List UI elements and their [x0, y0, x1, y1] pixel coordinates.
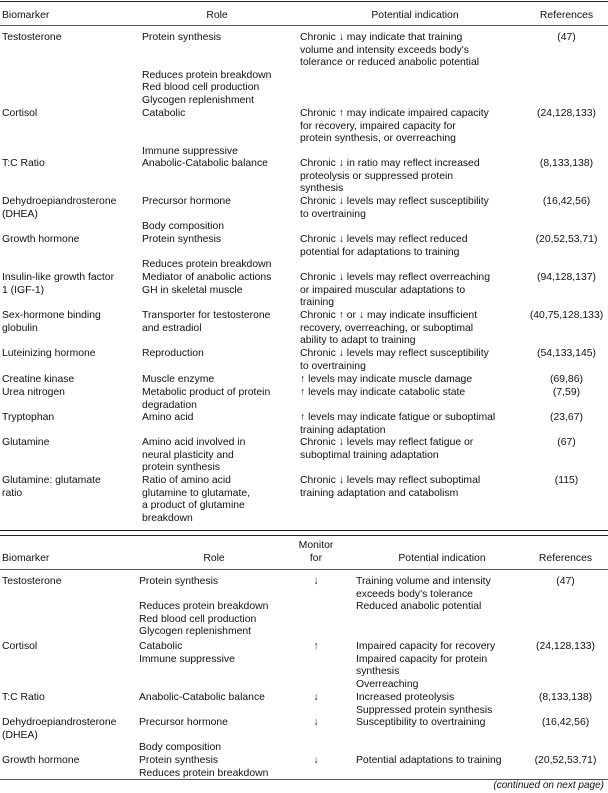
table1-row-role-line: Amino acid [142, 412, 194, 423]
table2-header-monitor-line: for [309, 552, 323, 564]
table1-row-biomarker-line: Glutamine: glutamate [2, 475, 101, 486]
table1-row-biomarker [2, 108, 136, 121]
table2-row-indication-line: Potential adaptations to training [356, 755, 502, 766]
table2-row-indication-line: Increased proteolysis [356, 692, 455, 703]
table1-row-biomarker-line: Insulin-like growth factor [2, 272, 115, 283]
table1-row-role-line: Reproduction [142, 348, 204, 359]
table1-row-indication-line: proteolysis or suppressed protein [300, 170, 454, 182]
table1-row-biomarker-line: (DHEA) [2, 208, 38, 220]
table1-row-references [525, 158, 608, 171]
table1-row-indication-line: protein synthesis, or overreaching [300, 133, 456, 145]
table1-row-role [142, 272, 292, 297]
table2-row-role-line: Anabolic-Catabolic balance [139, 692, 265, 703]
table1-row-role-line: Red blood cell production [142, 82, 260, 94]
table1-row-indication [300, 272, 530, 310]
table2-header-biomarker: Biomarker [2, 553, 50, 564]
table1-bottom-rule [0, 530, 608, 531]
table2-row-role-line: Protein synthesis [139, 576, 219, 587]
table1-row-references-line: (115) [554, 475, 579, 486]
table1-row-role-line: Metabolic product of protein [142, 387, 271, 398]
table1-row-indication-line: ↑ levels may indicate catabolic state [300, 387, 466, 398]
table1-row-biomarker-line: Testosterone [2, 32, 62, 43]
table1-row-indication-line: or impaired muscular adaptations to [300, 284, 466, 296]
table2-row-biomarker-line: Dehydroepiandrosterone [2, 717, 117, 728]
table1-row-biomarker [2, 348, 136, 361]
table2-row-indication-line: Suppressed protein synthesis [356, 704, 493, 716]
table2-row-role-line [139, 730, 289, 743]
table1-row-role-line: Transporter for testosterone [142, 310, 271, 321]
table1-row-references [525, 387, 608, 400]
table2-row-monitor-line: ↓ [313, 755, 319, 766]
table1-row-references [525, 475, 608, 488]
table2-row-biomarker-line: T:C Ratio [2, 692, 45, 703]
table1-row-references-line: (94,128,137) [537, 272, 596, 283]
table2-row-references-line: (8,133,138) [538, 692, 593, 703]
table1-header-indication: Potential indication [371, 10, 459, 21]
table1-row-role-line: a product of glutamine [142, 500, 245, 512]
table2-row-biomarker [2, 755, 136, 768]
table1-row-biomarker-line: Growth hormone [2, 234, 80, 245]
table2-row-role-line: Precursor hormone [139, 717, 228, 728]
table1-row-indication-line: training [300, 297, 335, 309]
table1-row-role-line: Anabolic-Catabolic balance [142, 158, 268, 169]
table1-row-indication-line: tolerance or reduced anabolic potential [300, 57, 480, 69]
table1-header-role: Role [206, 10, 228, 21]
table1-row-role-line: Amino acid involved in [142, 437, 246, 448]
table1-row-role [142, 196, 292, 234]
table1-row-biomarker-line: ratio [2, 487, 23, 499]
table2-row-indication-line: Susceptibility to overtraining [356, 717, 486, 728]
table2-row-references [523, 641, 608, 654]
table1-row-references-line: (8,133,138) [539, 158, 594, 169]
table1-header-references: References [539, 10, 594, 21]
table1-row-references [525, 108, 608, 121]
table2-row-indication [356, 576, 528, 614]
table1-row-biomarker [2, 196, 136, 221]
table1-row-references-line: (7,59) [552, 387, 581, 398]
table1-row-references-line: (16,42,56) [542, 196, 591, 207]
table1-row-role-line: Catabolic [142, 108, 186, 119]
table2-row-references-line: (20,52,53,71) [534, 755, 597, 766]
table2-row-role [139, 717, 289, 755]
table2-row-indication-line: Impaired capacity for protein [356, 653, 488, 665]
table1-row-role-line: and estradiol [142, 322, 202, 334]
table1-row-indication-line: Chronic ↓ may indicate that training [300, 32, 463, 43]
table2-row-monitor [296, 692, 336, 705]
table1-row-references [525, 196, 608, 209]
table2-header-monitor-line: Monitor [298, 540, 334, 551]
table2-row-indication [356, 641, 528, 691]
table2-row-biomarker [2, 576, 136, 589]
table1-row-indication-line: Chronic ↓ levels may reflect susceptibility [300, 196, 489, 207]
table2-row-role [139, 692, 289, 705]
table1-row-biomarker [2, 374, 136, 387]
table1-row-references [525, 234, 608, 247]
table1-row-references-line: (69,86) [550, 374, 583, 385]
table1-row-indication-line: Chronic ↓ in ratio may reflect increased [300, 158, 480, 169]
table1-row-role [142, 348, 292, 361]
table1-row-references-line: (23,67) [550, 412, 583, 423]
table2-header-rule [0, 569, 608, 570]
table2-row-biomarker [2, 717, 136, 742]
table1-row-role [142, 437, 292, 475]
table1-row-indication-line: to overtraining [300, 360, 366, 372]
table1-row-biomarker-line: Urea nitrogen [2, 387, 65, 398]
table1-row-role-line: Ratio of amino acid [142, 475, 231, 486]
table1-row-role-line: protein synthesis [142, 462, 220, 474]
table1-row-references [525, 412, 608, 425]
table1-row-biomarker-line: Cortisol [2, 108, 38, 119]
table2-top-rule [0, 535, 608, 536]
table1-row-indication-line: volume and intensity exceeds body's [300, 44, 469, 56]
table1-row-role [142, 412, 292, 425]
table1-row-role [142, 387, 292, 412]
table1-row-biomarker-line: Dehydroepiandrosterone [2, 196, 117, 207]
table1-row-indication [300, 387, 530, 400]
table1-row-biomarker-line: Sex-hormone binding [2, 310, 101, 321]
table2-row-biomarker [2, 641, 136, 654]
table1-row-role-line: degradation [142, 399, 197, 411]
table2-row-references-line: (16,42,56) [541, 717, 590, 728]
table2-row-monitor [296, 717, 336, 730]
table1-row-references [525, 32, 608, 45]
continued-note: (continued on next page) [493, 780, 604, 791]
table1-row-role [142, 475, 292, 525]
table1-row-role-line [142, 45, 292, 58]
table1-row-role [142, 234, 292, 272]
table1-row-indication-line: Chronic ↑ or ↓ may indicate insufficient [300, 310, 478, 321]
table1-row-role [142, 310, 292, 335]
table1-row-indication [300, 234, 530, 259]
table1-header-rule [0, 25, 608, 26]
table1-row-indication-line: potential for adaptations to training [300, 246, 460, 258]
table1-row-role-line: Reduces protein breakdown [142, 69, 272, 81]
table1-row-biomarker [2, 437, 136, 450]
table2-row-role-line: Glycogen replenishment [139, 626, 252, 638]
table1-row-biomarker [2, 158, 136, 171]
table1-row-references-line: (40,75,128,133) [529, 310, 604, 321]
table2-row-monitor-line: ↑ [313, 641, 319, 652]
table2-row-monitor-line: ↓ [313, 717, 319, 728]
table2-row-references [523, 755, 608, 768]
table1-row-role-line [142, 209, 292, 222]
table2-row-role-line: Immune suppressive [139, 653, 235, 665]
table1-row-indication [300, 158, 530, 196]
table1-row-biomarker-line: Glutamine [2, 437, 50, 448]
table2-row-role-line: Red blood cell production [139, 613, 257, 625]
table1-row-role-line: Precursor hormone [142, 196, 231, 207]
table1-row-biomarker-line: globulin [2, 322, 38, 334]
table2-row-role-line: Reduces protein breakdown [139, 767, 269, 779]
table1-row-indication-line: Chronic ↓ levels may reflect susceptibility [300, 348, 489, 359]
table1-row-biomarker-line: Creatine kinase [2, 374, 75, 385]
table1-row-biomarker [2, 475, 136, 500]
table1-row-indication [300, 32, 530, 70]
table1-row-role-line: breakdown [142, 512, 193, 524]
table1-row-indication-line: Chronic ↓ levels may reflect overreaching [300, 272, 490, 283]
table1-row-indication-line: suboptimal training adaptation [300, 449, 439, 461]
table1-row-indication-line: ↑ levels may indicate fatigue or suboptimal [300, 412, 496, 423]
table2-row-indication [356, 717, 528, 730]
table1-row-role [142, 158, 292, 171]
table1-row-role-line: GH in skeletal muscle [142, 284, 243, 296]
table1-row-role [142, 374, 292, 387]
table1-row-references [525, 272, 608, 285]
table1-row-role-line: Immune suppressive [142, 145, 238, 157]
table1-row-indication-line: Chronic ↑ may indicate impaired capacity [300, 108, 489, 119]
table1-row-biomarker [2, 272, 136, 297]
table1-row-references-line: (24,128,133) [537, 108, 596, 119]
table2-row-role [139, 576, 289, 639]
table2-header-references: References [538, 553, 593, 564]
table1-row-biomarker-line: 1 (IGF-1) [2, 284, 45, 296]
table1-row-indication [300, 196, 530, 221]
table1-row-role-line [142, 57, 292, 70]
table1-row-biomarker [2, 387, 136, 400]
table1-row-role [142, 108, 292, 158]
table1-row-role [142, 32, 292, 108]
table1-row-biomarker-line: Luteinizing hormone [2, 348, 96, 359]
table1-row-references-line: (20,52,53,71) [535, 234, 598, 245]
table1-row-indication [300, 108, 530, 146]
table2-row-indication-line: synthesis [356, 666, 400, 678]
table1-row-indication-line: Chronic ↓ levels may reflect reduced [300, 234, 468, 245]
table2-header-role: Role [203, 553, 225, 564]
table1-row-indication-line: training adaptation [300, 424, 386, 436]
table2-row-references [523, 576, 608, 589]
table1-row-indication-line: ability to adapt to training [300, 335, 416, 347]
table1-row-role-line [142, 121, 292, 134]
table2-row-biomarker-line: Testosterone [2, 576, 62, 587]
table1-row-role-line: glutamine to glutamate, [142, 487, 251, 499]
table1-row-biomarker [2, 412, 136, 425]
table2-row-role [139, 641, 289, 666]
table1-row-indication [300, 348, 530, 373]
table2-row-monitor-line: ↓ [313, 576, 319, 587]
table1-row-indication [300, 310, 530, 348]
table2-row-indication-line: Training volume and intensity [356, 576, 491, 587]
table1-row-role-line: neural plasticity and [142, 449, 234, 461]
table1-row-biomarker-line: T:C Ratio [2, 158, 45, 169]
table1-row-references [525, 310, 608, 323]
table1-row-role-line: Protein synthesis [142, 234, 222, 245]
table1-row-indication-line: for recovery, impaired capacity for [300, 120, 456, 132]
table1-row-biomarker [2, 310, 136, 335]
table2-row-indication-line: Impaired capacity for recovery [356, 641, 496, 652]
table1-row-indication [300, 374, 530, 387]
table1-header-biomarker: Biomarker [2, 10, 50, 21]
table1-row-role-line: Muscle enzyme [142, 374, 215, 385]
table2-row-indication [356, 755, 528, 768]
table1-row-indication [300, 475, 530, 500]
table1-top-rule [0, 1, 608, 2]
table2-row-monitor [296, 576, 336, 589]
table2-row-role-line: Catabolic [139, 641, 183, 652]
table2-row-biomarker [2, 692, 136, 705]
table1-row-role-line [142, 133, 292, 146]
table2-row-indication-line: exceeds body's tolerance [356, 588, 473, 600]
table2-row-biomarker-line: Growth hormone [2, 755, 80, 766]
table1-row-references-line: (67) [557, 437, 576, 448]
table2-row-references-line: (24,128,133) [536, 641, 595, 652]
table1-row-references-line: (47) [557, 32, 576, 43]
table1-row-indication-line: recovery, overreaching, or suboptimal [300, 322, 474, 334]
table1-row-indication-line: Chronic ↓ levels may reflect fatigue or [300, 437, 474, 448]
table1-row-references-line: (54,133,145) [537, 348, 596, 359]
table1-row-biomarker [2, 234, 136, 247]
table1-row-role-line: Glycogen replenishment [142, 94, 255, 106]
table2-row-role [139, 755, 289, 780]
table2-row-monitor [296, 641, 336, 654]
table2-row-monitor [296, 755, 336, 768]
table1-row-references [525, 348, 608, 361]
table1-row-role-line: Body composition [142, 221, 225, 233]
table1-row-references [525, 437, 608, 450]
table1-row-biomarker [2, 32, 136, 45]
table2-row-references [523, 717, 608, 730]
table2-row-references [523, 692, 608, 705]
table2-row-indication-line: Reduced anabolic potential [356, 601, 482, 613]
table1-row-biomarker-line: Tryptophan [2, 412, 55, 423]
table2-row-biomarker-line: (DHEA) [2, 729, 38, 741]
table1-row-indication-line: Chronic ↓ levels may reflect suboptimal [300, 475, 481, 486]
table2-row-references-line: (47) [556, 576, 575, 587]
table1-row-references [525, 374, 608, 387]
table1-row-role-line: Protein synthesis [142, 32, 222, 43]
table1-row-role-line [142, 247, 292, 260]
table1-row-role-line: Reduces protein breakdown [142, 259, 272, 271]
table1-row-indication [300, 412, 530, 437]
table2-header-monitor [296, 540, 336, 565]
table1-row-indication-line: synthesis [300, 183, 344, 195]
table2-row-indication-line: Overreaching [356, 678, 419, 690]
table2-header-indication: Potential indication [398, 553, 486, 564]
table2-row-biomarker-line: Cortisol [2, 641, 38, 652]
table1-row-indication-line: to overtraining [300, 208, 366, 220]
table2-row-role-line: Protein synthesis [139, 755, 219, 766]
table1-row-indication-line: training adaptation and catabolism [300, 487, 459, 499]
table2-row-indication [356, 692, 528, 717]
table2-row-role-line: Reduces protein breakdown [139, 601, 269, 613]
table2-row-role-line [139, 589, 289, 602]
table2-row-monitor-line: ↓ [313, 692, 319, 703]
table1-row-indication-line: ↑ levels may indicate muscle damage [300, 374, 473, 385]
table1-row-indication [300, 437, 530, 462]
table2-row-role-line: Body composition [139, 742, 222, 754]
table1-row-role-line: Mediator of anabolic actions [142, 272, 272, 283]
